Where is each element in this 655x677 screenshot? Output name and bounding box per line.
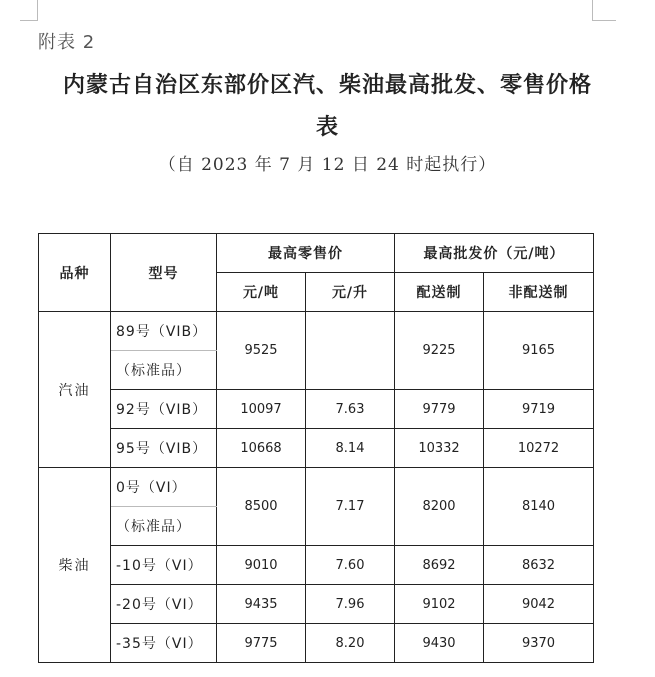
wholesale-non-delivery-cell: 9165 — [484, 312, 594, 390]
page-corner-mark — [37, 0, 38, 20]
retail-liter-cell — [306, 312, 395, 390]
wholesale-non-delivery-cell: 8632 — [484, 546, 594, 585]
table-row — [39, 312, 594, 351]
category-gasoline: 汽油 — [39, 312, 111, 468]
table-row — [39, 624, 594, 663]
header-non-delivery: 非配送制 — [484, 273, 594, 312]
page-corner-mark — [20, 20, 38, 21]
header-max-wholesale: 最高批发价（元/吨） — [395, 234, 594, 273]
effective-date-subtitle: （自 2023 年 7 月 12 日 24 时起执行） — [158, 155, 497, 175]
wholesale-delivery-cell: 9430 — [395, 624, 484, 663]
category-diesel: 柴油 — [39, 468, 111, 663]
wholesale-non-delivery-cell: 10272 — [484, 429, 594, 468]
model-cell: -35号（VI） — [111, 624, 217, 663]
retail-ton-cell: 10097 — [217, 390, 306, 429]
wholesale-non-delivery-cell: 9042 — [484, 585, 594, 624]
model-cell: 92号（VIB） — [111, 390, 217, 429]
header-max-retail: 最高零售价 — [217, 234, 395, 273]
document-title-line-2: 表 — [315, 114, 339, 140]
page-corner-mark — [592, 0, 593, 20]
header-delivery: 配送制 — [395, 273, 484, 312]
model-cell: 0号（VI） — [111, 468, 217, 507]
header-variety: 品种 — [39, 234, 111, 312]
retail-ton-cell: 9775 — [217, 624, 306, 663]
table-row — [39, 429, 594, 468]
table-row — [39, 390, 594, 429]
header-model: 型号 — [111, 234, 217, 312]
table-header-row — [39, 234, 594, 273]
model-sub-cell: （标准品） — [111, 507, 217, 546]
retail-ton-cell: 9010 — [217, 546, 306, 585]
wholesale-non-delivery-cell: 8140 — [484, 468, 594, 546]
model-cell: 95号（VIB） — [111, 429, 217, 468]
model-cell: -20号（VI） — [111, 585, 217, 624]
table-row — [39, 468, 594, 507]
retail-ton-cell: 10668 — [217, 429, 306, 468]
price-table — [38, 233, 594, 663]
retail-liter-cell: 7.17 — [306, 468, 395, 546]
retail-liter-cell: 7.96 — [306, 585, 395, 624]
page-corner-mark — [592, 20, 616, 21]
wholesale-delivery-cell: 9779 — [395, 390, 484, 429]
wholesale-delivery-cell: 8692 — [395, 546, 484, 585]
retail-liter-cell: 7.60 — [306, 546, 395, 585]
header-yuan-per-liter: 元/升 — [306, 273, 395, 312]
wholesale-non-delivery-cell: 9370 — [484, 624, 594, 663]
retail-liter-cell: 8.14 — [306, 429, 395, 468]
model-sub-cell: （标准品） — [111, 351, 217, 390]
header-yuan-per-ton: 元/吨 — [217, 273, 306, 312]
model-cell: 89号（VIB） — [111, 312, 217, 351]
model-cell: -10号（VI） — [111, 546, 217, 585]
wholesale-delivery-cell: 9225 — [395, 312, 484, 390]
wholesale-delivery-cell: 8200 — [395, 468, 484, 546]
retail-liter-cell: 8.20 — [306, 624, 395, 663]
retail-ton-cell: 8500 — [217, 468, 306, 546]
wholesale-delivery-cell: 10332 — [395, 429, 484, 468]
annex-label: 附表 2 — [38, 32, 96, 53]
document-title-line-1: 内蒙古自治区东部价区汽、柴油最高批发、零售价格 — [62, 72, 592, 98]
table-row — [39, 546, 594, 585]
table-row — [39, 585, 594, 624]
retail-ton-cell: 9435 — [217, 585, 306, 624]
retail-ton-cell: 9525 — [217, 312, 306, 390]
wholesale-non-delivery-cell: 9719 — [484, 390, 594, 429]
retail-liter-cell: 7.63 — [306, 390, 395, 429]
wholesale-delivery-cell: 9102 — [395, 585, 484, 624]
